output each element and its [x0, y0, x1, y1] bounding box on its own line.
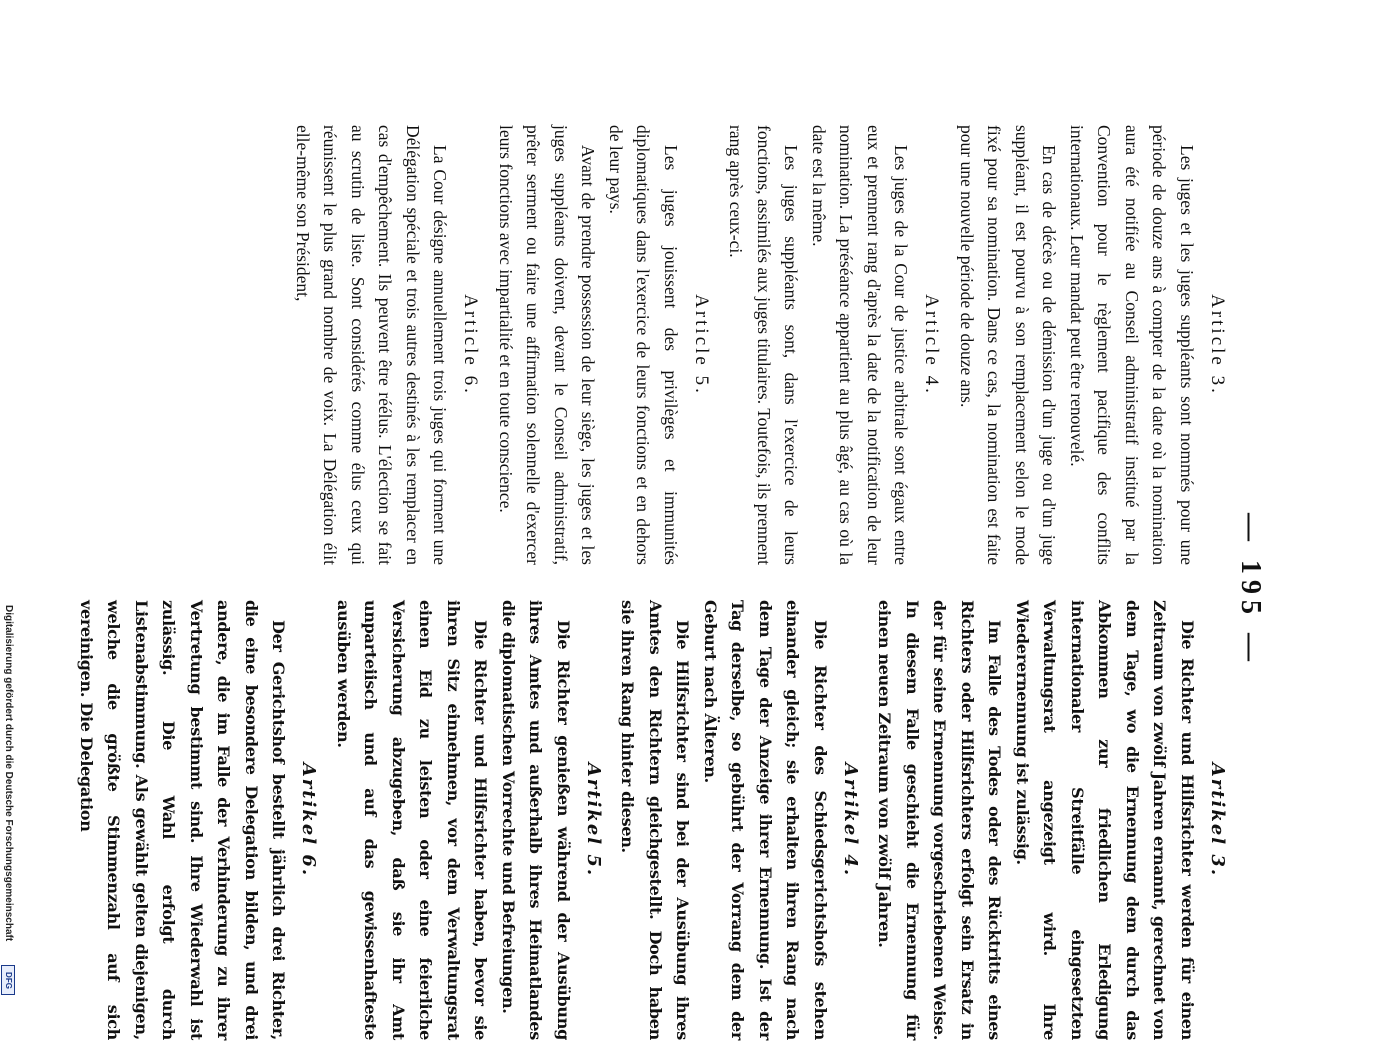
article-5-fr: Article 5. Les juges jouissent des privilèges et immunités diplomatiques dans l'exercice de leurs fonctions et en dehors de leur pays. Avant de prendre possession de leur siège, les juges et les juges suppléants doivent, devant le Conseil administratif, prêter serment ou faire une affirmation solennelle d'exercer leurs fonctions avec impartialité et en toute conscience.	[496, 125, 712, 565]
german-column	[63, 600, 1229, 1040]
credit-text: Digitalisierung gefördert durch die Deutsche Forschungsgemeinschaft	[3, 605, 14, 942]
artikel-3-de: Artikel 3. Die Richter und Hilfsrichter werden für einen Zeitraum von zwölf Jahren ernannt, gerechnet von dem Tage, wo die Ernennung dem durch das Abkommen zur friedlichen Erledigung internationaler Streitfälle eingesetzten Verwaltungsrat angezeigt wird. Ihre Wiederernennung ist zulässig. Im Falle des Todes oder des Rücktritts eines Richters oder Hilfsrichters erfolgt sein Ersatz in der für seine Ernennung vorgeschriebenen Weise. In diesem Falle geschieht die Ernennung für einen neuen Zeitraum von zwölf Jahren.	[875, 600, 1228, 1040]
artikel-4-de: Artikel 4. Die Richter des Schiedsgerichtshofs stehen einander gleich; sie erhalten ihren Rang nach dem Tage der Anzeige ihrer Ernennung. Ist der Tag derselbe, so gebührt der Vorrang dem der Geburt nach Älteren. Die Hilfsrichter sind bei der Ausübung ihres Amtes den Richtern gleichgestellt. Doch haben sie ihren Rang hinter diesen.	[618, 600, 861, 1040]
digitization-credit	[0, 0, 14, 1000]
page-number: — 195 —	[1235, 513, 1266, 667]
rotated-page	[77, 125, 1266, 1055]
artikel-6-de: Artikel 6. Der Gerichtshof bestellt jährlich drei Richter, die eine besondere Delegation bilden, und drei andere, die im Falle der Verhinderung zu ihrer Vertretung bestimmt sind. Ihre Wiederwahl ist zulässig. Die Wahl erfolgt durch Listenabstimmung. Als gewählt gelten diejenigen, welche die größte Stimmenzahl auf sich vereinigen. Die Delegation	[77, 600, 320, 1040]
article-4-fr: Article 4. Les juges de la Cour de justice arbitrale sont égaux entre eux et prennent rang d'après la date de la notification de leur nomination. La préséance appartient au plus âgé, au cas où la date est la même. Les juges suppléants sont, dans l'exercice de leurs fonctions, assimilés aux juges titulaires. Toutefois, ils prennent rang après ceux-ci.	[726, 125, 943, 565]
article-3-fr: Article 3. Les juges et les juges suppléants sont nommés pour une période de douze ans à compter de la date où la nomination aura été notifiée au Conseil administratif institué par la Convention pour le règlement pacifique des conflits internationaux. Leur mandat peut être renouvelé. En cas de décès ou de démission d'un juge ou d'un juge suppléant, il est pourvu à son remplacement selon le mode fixé pour sa nomination. Dans ce cas, la nomination est faite pour une nouvelle période de douze ans.	[957, 125, 1228, 565]
artikel-5-de: Artikel 5. Die Richter genießen während der Ausübung ihres Amtes und außerhalb ihres Heimatlandes die diplomatischen Vorrechte und Befreiungen. Die Richter und Hilfsrichter haben, bevor sie ihren Sitz einnehmen, vor dem Verwaltungsrat einen Eid zu leisten oder eine feierliche Versicherung abzugeben, daß sie ihr Amt unparteiisch und auf das gewissenhafteste ausüben werden.	[334, 600, 604, 1040]
article-6-fr: Article 6. La Cour désigne annuellement trois juges qui forment une Délégation spéciale et trois autres destinés à les remplacer en cas d'empêchement. Ils peuvent être réélus. L'élection se fait au scrutin de liste. Sont considérés comme élus ceux qui réunissent le plus grand nombre de voix. La Délégation élit elle-même son Président,	[293, 125, 482, 565]
dfg-logo: DFG	[1, 965, 15, 995]
french-column	[279, 125, 1229, 565]
